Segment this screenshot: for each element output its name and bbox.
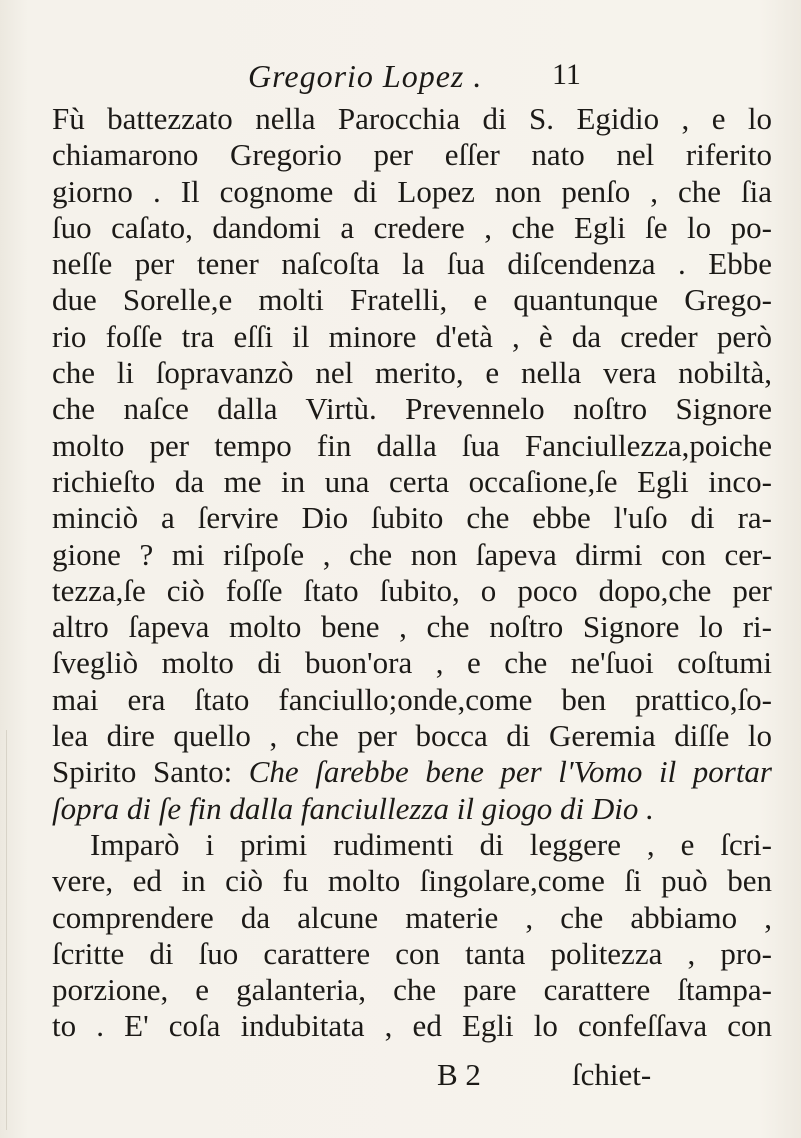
text-line-quote-start [52,754,772,790]
text-line: rio foſſe tra eſſi il minore d'età , è da creder però [52,318,772,354]
running-title: Gregorio Lopez . [248,58,483,94]
italic-quote: Che ſarebbe bene per l'Vomo il portar [248,754,772,790]
text-line: Fù battezzato nella Parocchia di S. Egidio , e lo [52,101,772,136]
text-line: che naſce dalla Virtù. Prevennelo noſtro Signore [52,391,772,427]
text-line: minciò a ſervire Dio ſubito che ebbe l'uſo di ra- [52,500,772,536]
body-text [52,101,772,1045]
text-line: vere, ed in ciò fu molto ſingolare,come ſi può ben [52,863,772,899]
text-line-quote-end: ſopra di ſe fin dalla fanciullezza il giogo di Dio . [52,790,654,826]
text-line: porzione, e galanteria, che pare carattere ſtampa- [52,972,772,1008]
text-line: molto per tempo fin dalla ſua Fanciullezza,poiche [52,427,772,463]
text-line: chiamarono Gregorio per eſſer nato nel riferito [52,137,772,173]
text-line: ſvegliò molto di buon'ora , e che ne'ſuoi coſtumi [52,645,772,681]
text-line: giorno . Il cognome di Lopez non penſo , che ſia [52,173,772,209]
text-line: lea dire quello , che per bocca di Geremia diſſe lo [52,718,772,754]
text-line: to . E' coſa indubitata , ed Egli lo confeſſava con [52,1008,772,1044]
text-line: altro ſapeva molto bene , che noſtro Signore lo ri- [52,609,772,645]
text-line: comprendere da alcune materie , che abbiamo , [52,899,772,935]
text-line: ſcritte di ſuo carattere con tanta politezza , pro- [52,935,772,971]
page-number: 11 [552,58,581,91]
paragraph-start-line: Imparò i primi rudimenti di leggere , e ſcri- [90,826,772,862]
page-header [0,58,801,98]
text-line: gione ? mi riſpoſe , che non ſapeva dirmi con cer- [52,536,772,572]
text-line: tezza,ſe ciò foſſe ſtato ſubito, o poco dopo,che per [52,572,772,608]
text-line: richieſto da me in una certa occaſione,ſe Egli inco- [52,463,772,499]
text-line: due Sorelle,e molti Fratelli, e quantunque Grego- [52,282,772,318]
signature-mark: B 2 [437,1057,481,1092]
catchword: ſchiet- [572,1057,652,1092]
page-footer [0,1057,801,1093]
text-span: Spirito Santo: [52,754,249,790]
text-line: mai era ſtato fanciullo;onde,come ben prattico,ſo- [52,681,772,717]
text-line: che li ſopravanzò nel merito, e nella vera nobiltà, [52,355,772,391]
text-line: ſuo caſato, dandomi a credere , che Egli ſe lo po- [52,209,772,245]
text-line: neſſe per tener naſcoſta la ſua diſcendenza . Ebbe [52,246,772,282]
